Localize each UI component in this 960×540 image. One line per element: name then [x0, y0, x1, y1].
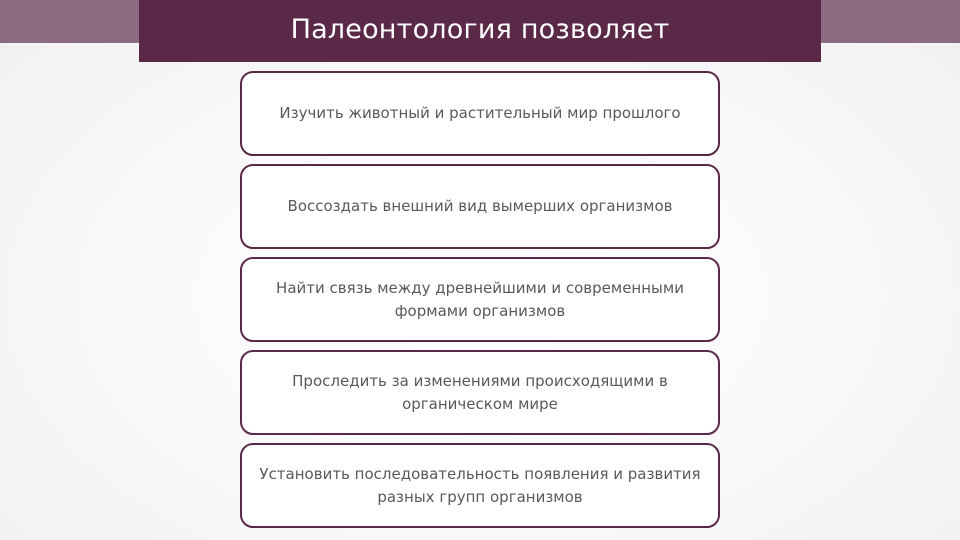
list-item	[240, 443, 720, 528]
list-item-text: Воссоздать внешний вид вымерших организмов	[287, 197, 673, 215]
list-item-text: Найти связь между древнейшими и современными формами организмов	[276, 278, 684, 320]
list-item-text: Установить последовательность появления и развития разных групп организмов	[259, 464, 701, 506]
list-item-text: Изучить животный и растительный мир прошлого	[279, 104, 681, 122]
list-item	[240, 164, 720, 249]
list-item-text: Проследить за изменениями происходящими в органическом мире	[292, 371, 668, 413]
items-list	[240, 71, 720, 536]
list-item	[240, 257, 720, 342]
slide-title: Палеонтология позволяет	[290, 13, 670, 45]
list-item	[240, 71, 720, 156]
list-item	[240, 350, 720, 435]
title-bar	[139, 0, 821, 62]
